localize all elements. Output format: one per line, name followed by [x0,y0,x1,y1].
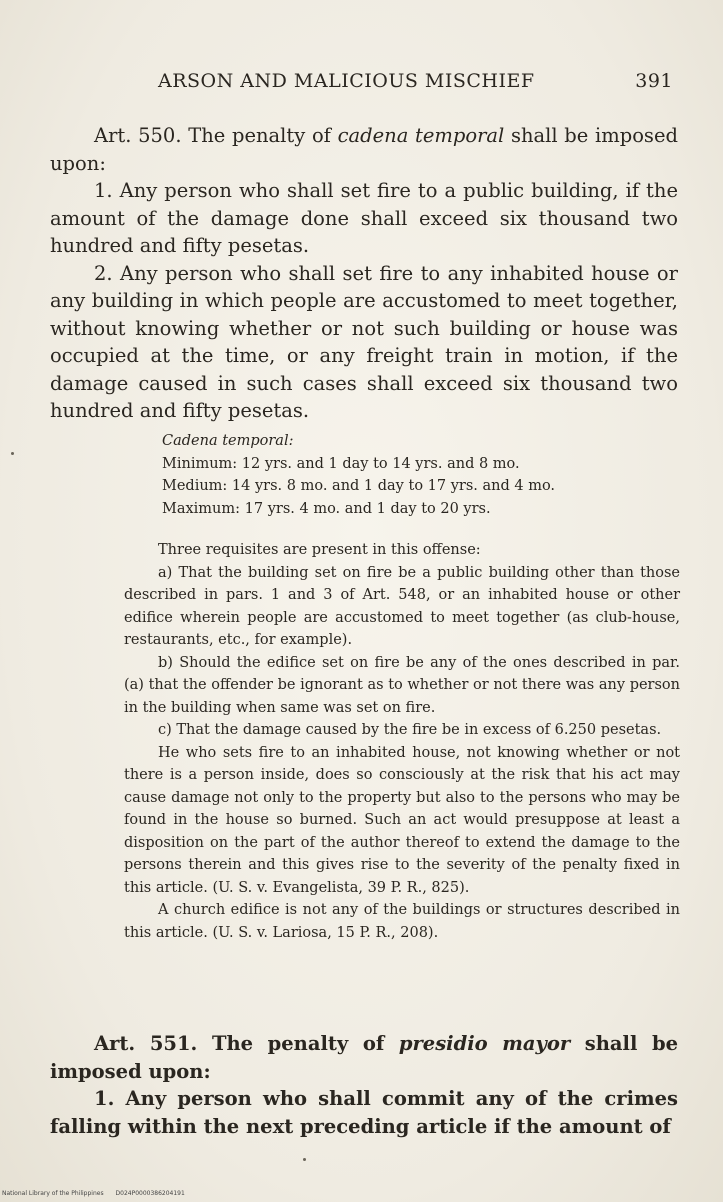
article-551-label: Art. 551. [94,1032,198,1055]
article-550-label: Art. 550. [94,124,182,147]
penalty-minimum: Minimum: 12 yrs. and 1 day to 14 yrs. and 8 mo. [162,455,520,472]
article-551-penalty: presidio mayor [398,1032,571,1055]
footer-code: D024P0000386204191 [115,1190,185,1197]
penalty-maximum: Maximum: 17 yrs. 4 mo. and 1 day to 20 yrs. [162,500,491,517]
scan-speck [303,1158,306,1161]
scan-speck [11,452,14,455]
commentary-c: c) That the damage caused by the fire be in excess of 6.250 pesetas. [158,722,662,738]
commentary-a: a) That the building set on fire be a public building other than those described in pars. 1 and 3 of Art. 548, or an inhabited house or other edifice wherein people are accustomed to meet together (as club-house, restaurants, etc., for example). [124,564,680,648]
article-550-item-1: 1. Any person who shall set fire to a public building, if the amount of the damage done shall exceed six thousand two hundred and fifty pesetas. [50,179,678,257]
running-title: ARSON AND MALICIOUS MISCHIEF [158,70,535,92]
penalty-table [162,430,662,520]
page-number: 391 [635,70,673,92]
commentary-lariosa: A church edifice is not any of the buildings or structures described in this article. (U. S. v. Lariosa, 15 P. R., 208). [124,902,680,941]
article-550-penalty: cadena temporal [337,124,505,147]
article-550-item-2: 2. Any person who shall set fire to any inhabited house or any building in which people are accustomed to meet together, without knowing whether or not such building or house was occupied at the time, or any freight train in motion, if the damage caused in such cases shall exceed six thousand two hundred and fifty pesetas. [50,261,678,422]
commentary-evangelista: He who sets fire to an inhabited house, not knowing whether or not there is a person inside, does so consciously at the risk that his act may cause damage not only to the property but also to the persons who may be found in the house so burned. Such an act would presuppose at least a disposition on the part of the author thereof to extend the damage to the persons therein and this gives rise to the severity of the penalty fixed in this article. (U. S. v. Evangelista, 39 P. R., 825). [124,744,680,896]
article-551-intro: Art. 551. The penalty of presidio mayor shall be imposed upon: [50,1032,679,1083]
commentary-requisites: Three requisites are present in this offense: [158,542,481,558]
commentary-b: b) Should the edifice set on fire be any of the ones described in par. (a) that the offender be ignorant as to whether or not there was any person in the building when same was set on fire. [124,654,680,716]
running-header [158,70,673,92]
article-551 [50,1030,678,1140]
commentary [124,539,680,944]
article-550 [50,122,678,425]
article-550-intro: Art. 550. The penalty of cadena temporal shall be imposed upon: [50,124,678,175]
footer-library: National Library of the Philippines [2,1190,104,1197]
penalty-title: Cadena temporal: [162,433,294,449]
article-551-item-1: 1. Any person who shall commit any of the crimes falling within the next preceding article if the amount of [50,1087,678,1138]
scan-footer [2,1190,195,1197]
penalty-medium: Medium: 14 yrs. 8 mo. and 1 day to 17 yrs. and 4 mo. [162,478,556,495]
